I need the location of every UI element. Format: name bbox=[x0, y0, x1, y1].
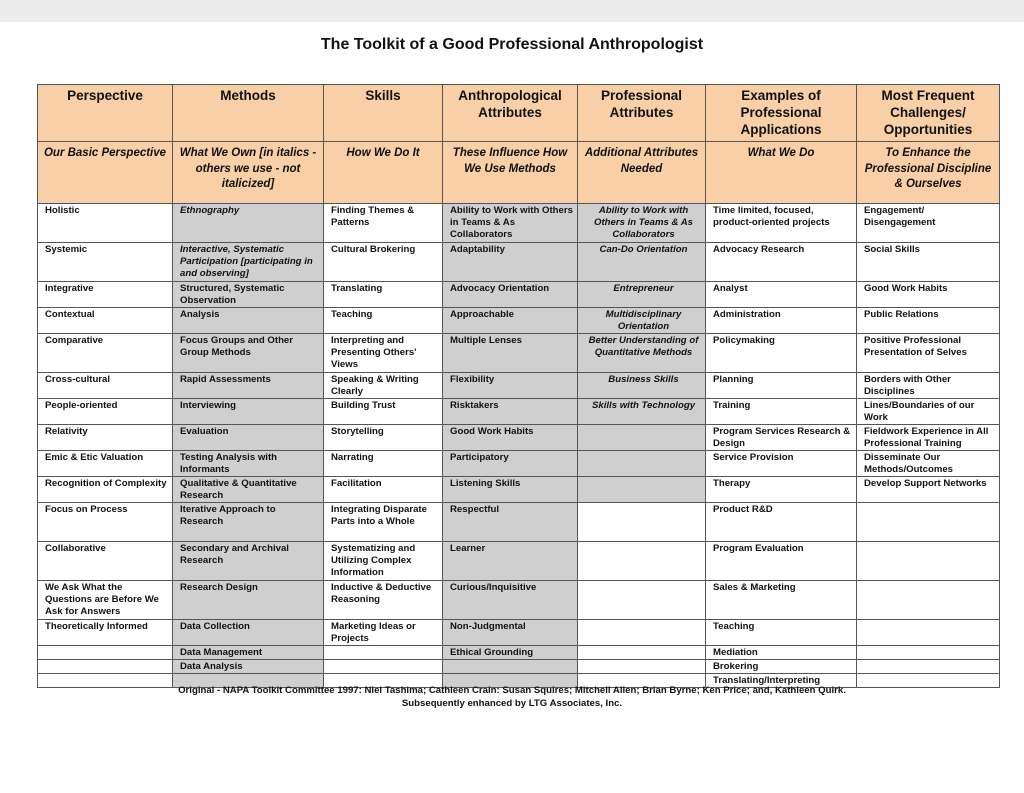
cell-challenges: Good Work Habits bbox=[857, 282, 1000, 308]
cell-skills: Systematizing and Utilizing Complex Information bbox=[324, 542, 443, 581]
cell-skills: Narrating bbox=[324, 451, 443, 477]
cell-professional-attributes bbox=[578, 581, 706, 620]
cell-skills: Integrating Disparate Parts into a Whole bbox=[324, 503, 443, 542]
table-row bbox=[38, 620, 1000, 646]
cell-perspective: Holistic bbox=[38, 204, 173, 243]
cell-perspective: We Ask What the Questions are Before We Ask for Answers bbox=[38, 581, 173, 620]
credit-line-original: Original - NAPA Toolkit Committee 1997: Niel Tashima; Cathleen Crain: Susan Squires; Mitchell Allen; Brian Byrne; Ken Price; and, Kathleen Quirk. bbox=[178, 685, 846, 696]
cell-professional-attributes: Business Skills bbox=[578, 373, 706, 399]
cell-professional-attributes: Multidisciplinary Orientation bbox=[578, 308, 706, 334]
table-row bbox=[38, 399, 1000, 425]
cell-professional-attributes bbox=[578, 425, 706, 451]
cell-professional-attributes: Skills with Technology bbox=[578, 399, 706, 425]
cell-anthropological-attributes: Ability to Work with Others in Teams & As Collaborators bbox=[443, 204, 578, 243]
cell-applications: Translating/Interpreting bbox=[706, 674, 857, 688]
cell-anthropological-attributes: Learner bbox=[443, 542, 578, 581]
cell-perspective: Cross-cultural bbox=[38, 373, 173, 399]
subheader-challenges: To Enhance the Professional Discipline & Ourselves bbox=[857, 142, 1000, 204]
cell-professional-attributes bbox=[578, 503, 706, 542]
cell-challenges bbox=[857, 581, 1000, 620]
cell-challenges bbox=[857, 542, 1000, 581]
cell-anthropological-attributes: Respectful bbox=[443, 503, 578, 542]
header-row bbox=[38, 85, 1000, 142]
cell-skills: Facilitation bbox=[324, 477, 443, 503]
cell-perspective: Contextual bbox=[38, 308, 173, 334]
cell-skills: Cultural Brokering bbox=[324, 243, 443, 282]
cell-professional-attributes: Ability to Work with Others in Teams & As Collaborators bbox=[578, 204, 706, 243]
cell-anthropological-attributes: Participatory bbox=[443, 451, 578, 477]
subheader-anthropological-attributes: These Influence How We Use Methods bbox=[443, 142, 578, 204]
cell-methods: Data Management bbox=[173, 646, 324, 660]
cell-applications: Mediation bbox=[706, 646, 857, 660]
cell-applications: Analyst bbox=[706, 282, 857, 308]
cell-challenges: Social Skills bbox=[857, 243, 1000, 282]
header-perspective: Perspective bbox=[38, 85, 173, 142]
cell-professional-attributes bbox=[578, 620, 706, 646]
cell-anthropological-attributes: Listening Skills bbox=[443, 477, 578, 503]
cell-skills: Speaking & Writing Clearly bbox=[324, 373, 443, 399]
cell-perspective: Theoretically Informed bbox=[38, 620, 173, 646]
cell-methods: Focus Groups and Other Group Methods bbox=[173, 334, 324, 373]
cell-professional-attributes bbox=[578, 477, 706, 503]
cell-skills: Finding Themes & Patterns bbox=[324, 204, 443, 243]
cell-professional-attributes: Can-Do Orientation bbox=[578, 243, 706, 282]
subheader-perspective: Our Basic Perspective bbox=[38, 142, 173, 204]
toolkit-table bbox=[37, 84, 1000, 688]
table-row bbox=[38, 451, 1000, 477]
cell-challenges bbox=[857, 660, 1000, 674]
subheader-row bbox=[38, 142, 1000, 204]
cell-skills: Storytelling bbox=[324, 425, 443, 451]
cell-skills bbox=[324, 660, 443, 674]
cell-professional-attributes bbox=[578, 451, 706, 477]
cell-anthropological-attributes: Advocacy Orientation bbox=[443, 282, 578, 308]
cell-anthropological-attributes: Approachable bbox=[443, 308, 578, 334]
table-row bbox=[38, 425, 1000, 451]
table-row bbox=[38, 660, 1000, 674]
cell-challenges bbox=[857, 646, 1000, 660]
cell-perspective: Focus on Process bbox=[38, 503, 173, 542]
page-title: The Toolkit of a Good Professional Anthropologist bbox=[320, 36, 704, 53]
table-row bbox=[38, 243, 1000, 282]
cell-methods: Secondary and Archival Research bbox=[173, 542, 324, 581]
cell-skills: Building Trust bbox=[324, 399, 443, 425]
cell-methods: Structured, Systematic Observation bbox=[173, 282, 324, 308]
cell-challenges: Lines/Boundaries of our Work bbox=[857, 399, 1000, 425]
cell-methods: Rapid Assessments bbox=[173, 373, 324, 399]
cell-perspective: Recognition of Complexity bbox=[38, 477, 173, 503]
cell-professional-attributes: Better Understanding of Quantitative Methods bbox=[578, 334, 706, 373]
cell-skills: Interpreting and Presenting Others' Views bbox=[324, 334, 443, 373]
subheader-professional-attributes: Additional Attributes Needed bbox=[578, 142, 706, 204]
cell-anthropological-attributes: Non-Judgmental bbox=[443, 620, 578, 646]
cell-methods: Research Design bbox=[173, 581, 324, 620]
cell-challenges: Disseminate Our Methods/Outcomes bbox=[857, 451, 1000, 477]
cell-challenges bbox=[857, 620, 1000, 646]
cell-professional-attributes bbox=[578, 660, 706, 674]
cell-methods: Testing Analysis with Informants bbox=[173, 451, 324, 477]
subheader-methods: What We Own [in italics - others we use - not italicized] bbox=[173, 142, 324, 204]
cell-anthropological-attributes: Ethical Grounding bbox=[443, 646, 578, 660]
cell-applications: Policymaking bbox=[706, 334, 857, 373]
cell-anthropological-attributes: Flexibility bbox=[443, 373, 578, 399]
cell-applications: Brokering bbox=[706, 660, 857, 674]
cell-perspective: Integrative bbox=[38, 282, 173, 308]
cell-methods: Qualitative & Quantitative Research bbox=[173, 477, 324, 503]
cell-challenges: Borders with Other Disciplines bbox=[857, 373, 1000, 399]
cell-professional-attributes bbox=[578, 542, 706, 581]
table-row bbox=[38, 477, 1000, 503]
cell-perspective: Emic & Etic Valuation bbox=[38, 451, 173, 477]
cell-applications: Time limited, focused, product-oriented projects bbox=[706, 204, 857, 243]
cell-methods: Ethnography bbox=[173, 204, 324, 243]
cell-challenges: Fieldwork Experience in All Professional Training bbox=[857, 425, 1000, 451]
cell-anthropological-attributes: Good Work Habits bbox=[443, 425, 578, 451]
cell-applications: Program Services Research & Design bbox=[706, 425, 857, 451]
subheader-applications: What We Do bbox=[706, 142, 857, 204]
cell-challenges: Public Relations bbox=[857, 308, 1000, 334]
cell-applications: Planning bbox=[706, 373, 857, 399]
cell-methods: Analysis bbox=[173, 308, 324, 334]
cell-skills: Inductive & Deductive Reasoning bbox=[324, 581, 443, 620]
cell-methods: Iterative Approach to Research bbox=[173, 503, 324, 542]
subheader-skills: How We Do It bbox=[324, 142, 443, 204]
header-skills: Skills bbox=[324, 85, 443, 142]
viewer-top-bar bbox=[0, 0, 1024, 22]
cell-applications: Advocacy Research bbox=[706, 243, 857, 282]
cell-skills: Marketing Ideas or Projects bbox=[324, 620, 443, 646]
cell-skills bbox=[324, 646, 443, 660]
cell-perspective: People-oriented bbox=[38, 399, 173, 425]
cell-perspective bbox=[38, 646, 173, 660]
table-body bbox=[38, 204, 1000, 688]
cell-challenges: Develop Support Networks bbox=[857, 477, 1000, 503]
header-professional-attributes: Professional Attributes bbox=[578, 85, 706, 142]
cell-applications: Teaching bbox=[706, 620, 857, 646]
header-challenges: Most Frequent Challenges/ Opportunities bbox=[857, 85, 1000, 142]
cell-applications: Program Evaluation bbox=[706, 542, 857, 581]
cell-methods: Interviewing bbox=[173, 399, 324, 425]
cell-applications: Administration bbox=[706, 308, 857, 334]
cell-anthropological-attributes: Curious/Inquisitive bbox=[443, 581, 578, 620]
table-row bbox=[38, 503, 1000, 542]
table-row bbox=[38, 282, 1000, 308]
table-row bbox=[38, 542, 1000, 581]
table-row bbox=[38, 308, 1000, 334]
cell-anthropological-attributes bbox=[443, 660, 578, 674]
cell-challenges: Positive Professional Presentation of Selves bbox=[857, 334, 1000, 373]
cell-skills: Teaching bbox=[324, 308, 443, 334]
cell-methods: Evaluation bbox=[173, 425, 324, 451]
cell-methods: Data Analysis bbox=[173, 660, 324, 674]
cell-applications: Product R&D bbox=[706, 503, 857, 542]
cell-methods: Interactive, Systematic Participation [participating in and observing] bbox=[173, 243, 324, 282]
table-row bbox=[38, 334, 1000, 373]
table-row bbox=[38, 373, 1000, 399]
cell-professional-attributes: Entrepreneur bbox=[578, 282, 706, 308]
table-row bbox=[38, 204, 1000, 243]
cell-applications: Training bbox=[706, 399, 857, 425]
cell-applications: Therapy bbox=[706, 477, 857, 503]
cell-perspective bbox=[38, 660, 173, 674]
cell-skills: Translating bbox=[324, 282, 443, 308]
cell-professional-attributes bbox=[578, 646, 706, 660]
header-anthropological-attributes: Anthropological Attributes bbox=[443, 85, 578, 142]
cell-anthropological-attributes: Multiple Lenses bbox=[443, 334, 578, 373]
cell-applications: Sales & Marketing bbox=[706, 581, 857, 620]
cell-methods: Data Collection bbox=[173, 620, 324, 646]
credits bbox=[0, 684, 1024, 710]
cell-perspective: Comparative bbox=[38, 334, 173, 373]
cell-anthropological-attributes: Risktakers bbox=[443, 399, 578, 425]
cell-challenges bbox=[857, 503, 1000, 542]
cell-perspective: Relativity bbox=[38, 425, 173, 451]
cell-anthropological-attributes: Adaptability bbox=[443, 243, 578, 282]
credit-line-enhanced: Subsequently enhanced by LTG Associates, Inc. bbox=[401, 698, 623, 709]
cell-challenges: Engagement/ Disengagement bbox=[857, 204, 1000, 243]
cell-perspective: Collaborative bbox=[38, 542, 173, 581]
header-methods: Methods bbox=[173, 85, 324, 142]
header-applications: Examples of Professional Applications bbox=[706, 85, 857, 142]
table-header bbox=[38, 85, 1000, 204]
table-row bbox=[38, 581, 1000, 620]
table-row bbox=[38, 646, 1000, 660]
cell-applications: Service Provision bbox=[706, 451, 857, 477]
cell-perspective: Systemic bbox=[38, 243, 173, 282]
